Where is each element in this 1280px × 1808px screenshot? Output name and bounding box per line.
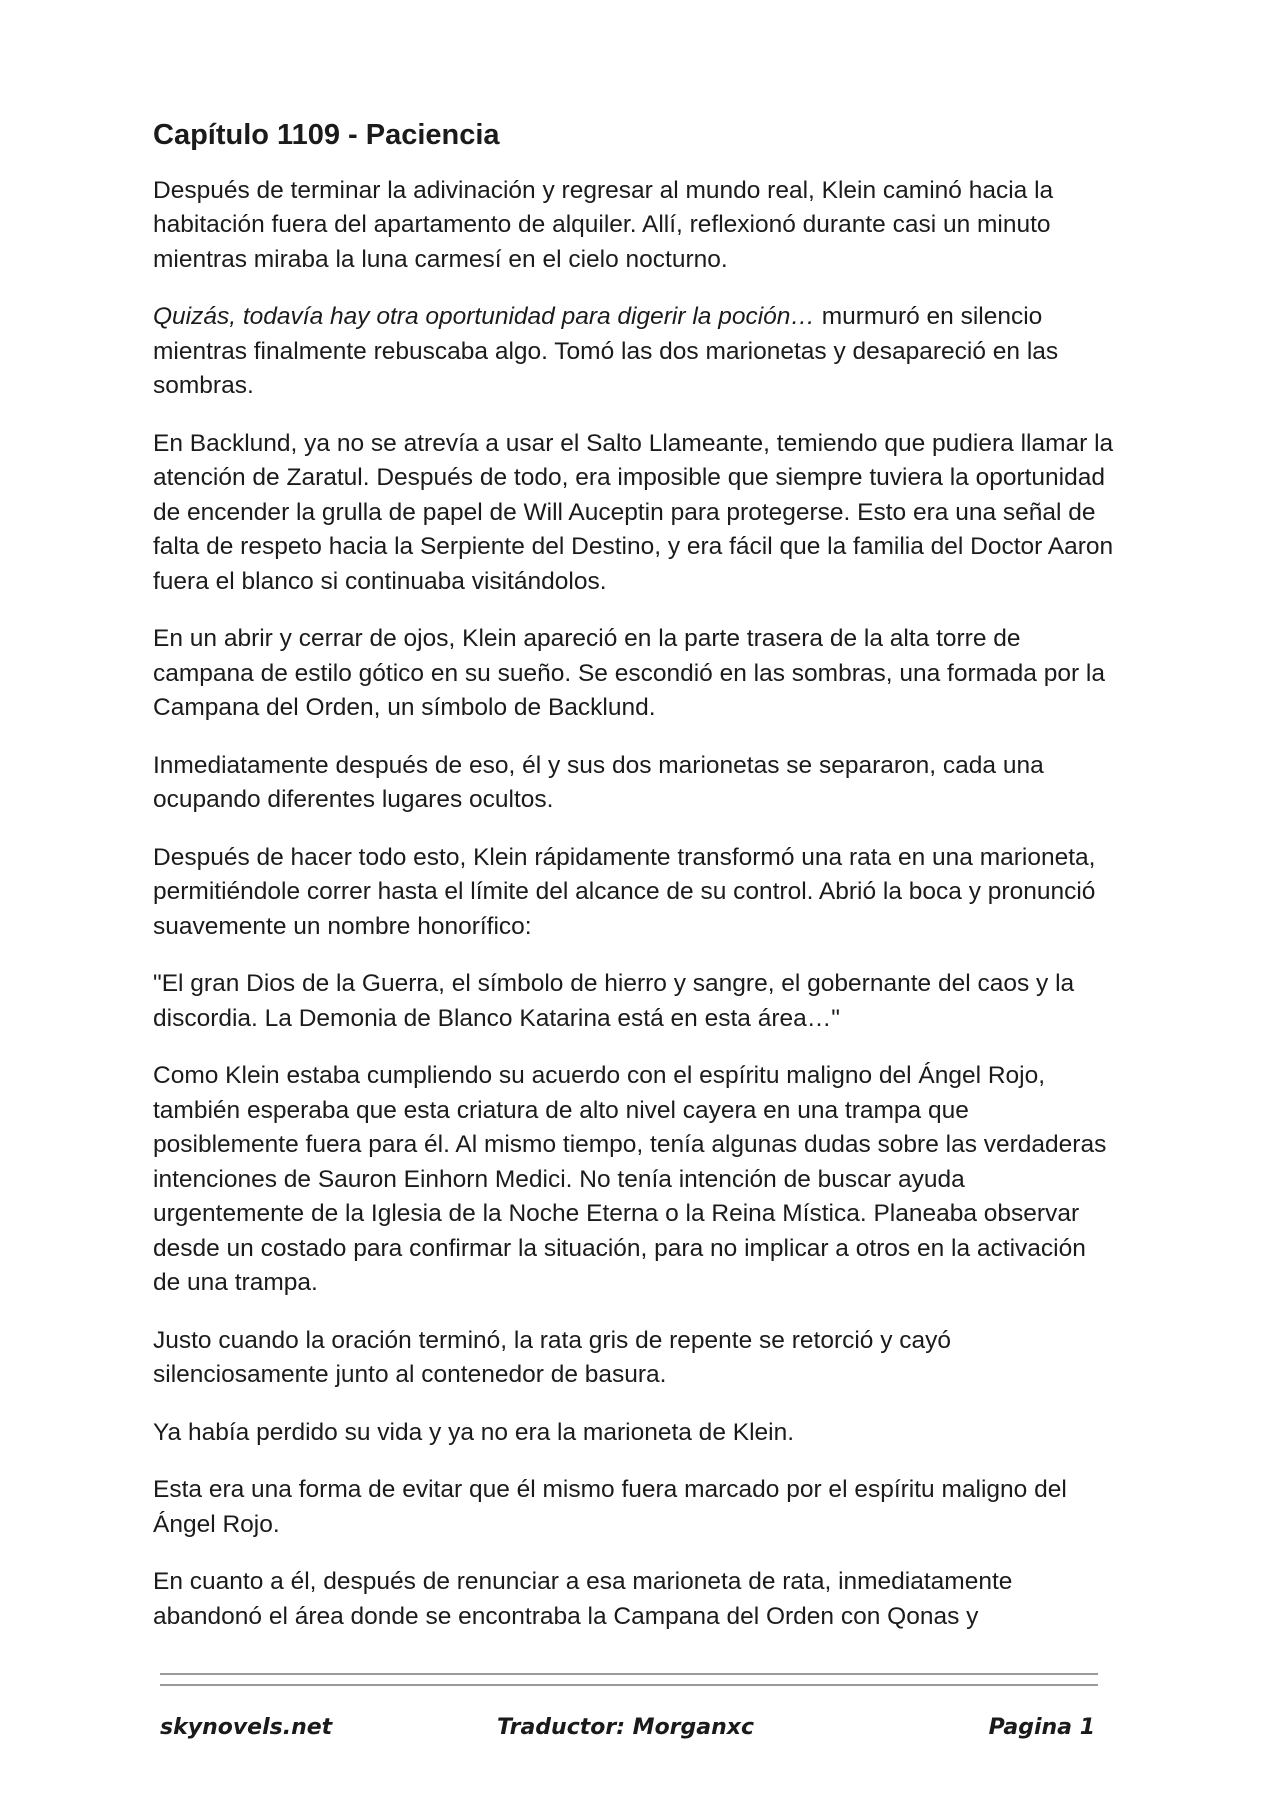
paragraph-text: En un abrir y cerrar de ojos, Klein apareció en la parte trasera de la alta torre de campana de estilo gótico en su sueño. Se escondió en las sombras, una formada por la Campana del Orden, un símbolo de Backlund. <box>153 625 1105 722</box>
paragraph-10 <box>153 1416 1115 1451</box>
paragraph-text: Inmediatamente después de eso, él y sus dos marionetas se separaron, cada una ocupando diferentes lugares ocultos. <box>153 751 1044 814</box>
paragraph-2 <box>153 300 1115 404</box>
page-footer <box>160 1715 1095 1749</box>
paragraph-text: En cuanto a él, después de renunciar a esa marioneta de rata, inmediatamente abandonó el área donde se encontraba la Campana del Orden con Qonas y <box>153 1568 1013 1630</box>
paragraph-9 <box>153 1324 1115 1393</box>
paragraph-text: "El gran Dios de la Guerra, el símbolo de hierro y sangre, el gobernante del caos y la discordia. La Demonia de Blanco Katarina está en esta área…" <box>153 970 1075 1032</box>
paragraph-text: Después de hacer todo esto, Klein rápidamente transformó una rata en una marioneta, permitiéndole correr hasta el límite del alcance de su control. Abrió la boca y pronunció suavemente un nombre honorífico: <box>153 843 1096 940</box>
paragraph-text: murmuró en silencio mientras finalmente rebuscaba algo. Tomó las dos marionetas y desapareció en las sombras. <box>153 303 1059 400</box>
paragraph-8 <box>153 1059 1115 1301</box>
paragraph-text: Después de terminar la adivinación y regresar al mundo real, Klein caminó hacia la habitación fuera del apartamento de alquiler. Allí, reflexionó durante casi un minuto mientras miraba la luna carmesí en el cielo nocturno. <box>153 176 1054 273</box>
paragraph-text: Esta era una forma de evitar que él mismo fuera marcado por el espíritu maligno del Ángel Rojo. <box>153 1476 1067 1538</box>
paragraph-7 <box>153 967 1115 1036</box>
paragraph-1 <box>153 174 1115 278</box>
paragraph-11 <box>153 1473 1115 1542</box>
chapter-title: Capítulo 1109 - Paciencia <box>153 119 500 151</box>
footer-divider-top <box>160 1673 1098 1675</box>
footer-translator: Traductor: Morganxc <box>497 1715 755 1740</box>
paragraph-text: En Backlund, ya no se atrevía a usar el Salto Llameante, temiendo que pudiera llamar la atención de Zaratul. Después de todo, era imposible que siempre tuviera la oportunidad de encender la grulla de papel de Will Auceptin para protegerse. Esto era una señal de falta de respeto hacia la Serpiente del Destino, y era fácil que la familia del Doctor Aaron fuera el blanco si continuaba visitándolos. <box>153 429 1114 595</box>
footer-site: skynovels.net <box>160 1715 333 1740</box>
paragraph-3 <box>153 427 1115 600</box>
footer-page-number: Pagina 1 <box>988 1715 1095 1740</box>
paragraph-text: Como Klein estaba cumpliendo su acuerdo con el espíritu maligno del Ángel Rojo, también esperaba que esta criatura de alto nivel cayera en una trampa que posiblemente fuera para él. Al mismo tiempo, tenía algunas dudas sobre las verdaderas intenciones de Sauron Einhorn Medici. No tenía intención de buscar ayuda urgentemente de la Iglesia de la Noche Eterna o la Reina Mística. Planeaba observar desde un costado para confirmar la situación, para no implicar a otros en la activación de una trampa. <box>153 1062 1107 1297</box>
footer-divider-bottom <box>160 1684 1098 1686</box>
paragraph-12 <box>153 1565 1115 1634</box>
paragraph-6 <box>153 841 1115 945</box>
paragraph-4 <box>153 622 1115 726</box>
paragraph-italic-thought: Quizás, todavía hay otra oportunidad para digerir la poción… <box>153 303 815 331</box>
document-body <box>153 118 1115 1657</box>
paragraph-text: Ya había perdido su vida y ya no era la marioneta de Klein. <box>153 1418 795 1446</box>
paragraph-5 <box>153 749 1115 818</box>
paragraph-text: Justo cuando la oración terminó, la rata gris de repente se retorció y cayó silenciosamente junto al contenedor de basura. <box>153 1326 952 1389</box>
